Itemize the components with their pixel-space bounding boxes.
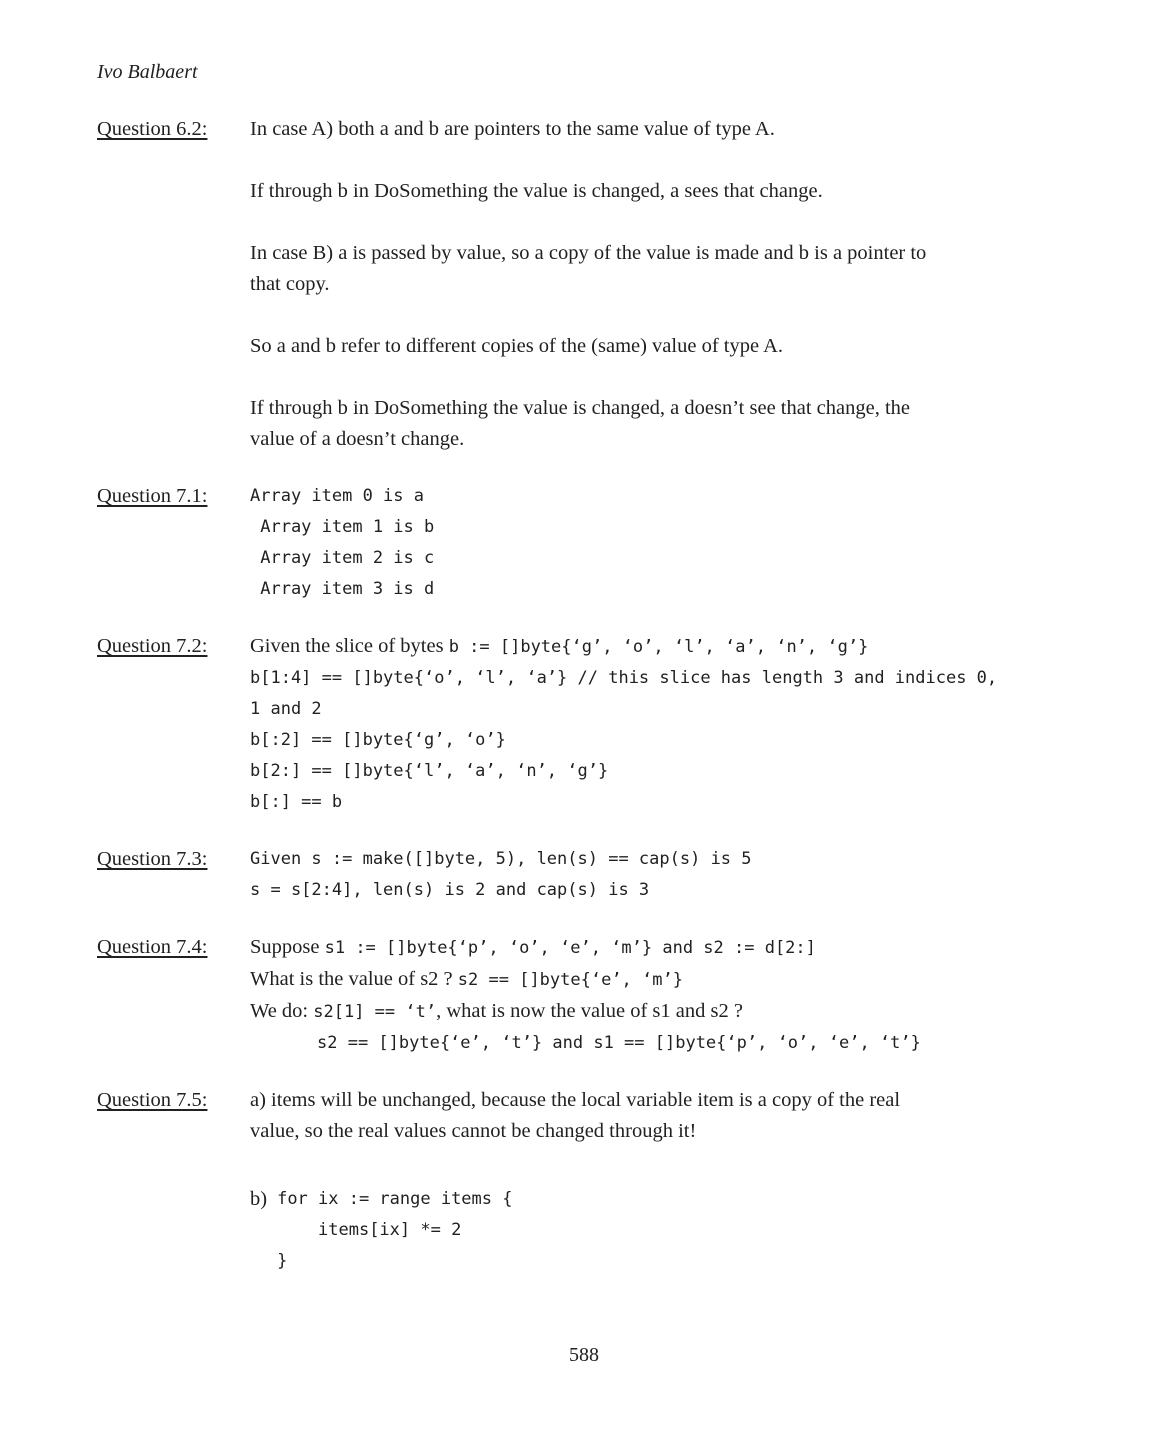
code-line: Array item 2 is c [250, 548, 435, 568]
inline-code: s2 == []byte{‘e’, ‘m’} [457, 970, 683, 990]
inline-code: b := []byte{‘g’, ‘o’, ‘l’, ‘a’, ‘n’, ‘g’} [448, 637, 869, 657]
question-block-7-5 [97, 1085, 1138, 1277]
code-line: b[1:4] == []byte{‘o’, ‘l’, ‘a’} // this slice has length 3 and indices 0, [250, 668, 998, 688]
question-7-1-label: Question 7.1: [97, 485, 208, 507]
code-line: Given s := make([]byte, 5), len(s) == cap(s) is 5 [250, 849, 752, 869]
question-7-5-label: Question 7.5: [97, 1089, 208, 1111]
inline-code: s1 := []byte{‘p’, ‘o’, ‘e’, ‘m’} and s2 := d[2:] [324, 938, 816, 958]
author-running-header: Ivo Balbaert [97, 61, 198, 83]
code-line: s = s[2:4], len(s) is 2 and cap(s) is 3 [250, 880, 650, 900]
code-line: for ix := range items { [277, 1189, 513, 1209]
code-line: 1 and 2 [250, 699, 322, 719]
answer-text: Given the slice of bytes [250, 635, 449, 657]
answer-part-b [250, 1184, 1138, 1277]
code-line: items[ix] *= 2 [277, 1220, 462, 1240]
part-b-label: b) [250, 1188, 268, 1210]
question-7-2-answer [250, 631, 1138, 818]
answer-line: If through b in DoSomething the value is changed, a doesn’t see that change, the [250, 397, 911, 419]
question-block-6-2 [97, 114, 1138, 455]
question-7-4-answer [250, 932, 1138, 1059]
code-line: } [277, 1251, 288, 1271]
question-block-7-4 [97, 932, 1138, 1059]
answer-text: Suppose [250, 936, 325, 958]
question-block-7-2 [97, 631, 1138, 818]
question-block-7-3 [97, 844, 1138, 906]
answer-line [250, 964, 1138, 996]
answer-line: that copy. [250, 273, 330, 295]
code-line: Array item 0 is a [250, 486, 424, 506]
question-7-3-label: Question 7.3: [97, 848, 208, 870]
question-7-4-label: Question 7.4: [97, 936, 208, 958]
answer-line: a) items will be unchanged, because the local variable item is a copy of the real [250, 1089, 901, 1111]
question-7-5-answer [250, 1085, 1138, 1277]
code-line: Array item 3 is d [250, 579, 435, 599]
code-line: Array item 1 is b [250, 517, 435, 537]
code-block [277, 1184, 512, 1277]
answer-line [250, 932, 1138, 964]
answer-line: If through b in DoSomething the value is changed, a sees that change. [250, 180, 823, 202]
answer-text: We do: [250, 1000, 314, 1022]
answer-line [250, 631, 1138, 663]
answer-line: value of a doesn’t change. [250, 428, 465, 450]
code-line: b[:2] == []byte{‘g’, ‘o’} [250, 730, 506, 750]
answer-line: value, so the real values cannot be changed through it! [250, 1120, 697, 1142]
question-7-3-answer [250, 844, 1138, 906]
code-line: b[2:] == []byte{‘l’, ‘a’, ‘n’, ‘g’} [250, 761, 609, 781]
question-7-2-label: Question 7.2: [97, 635, 208, 657]
answer-text: What is the value of s2 ? [250, 968, 458, 990]
answer-line: In case B) a is passed by value, so a copy of the value is made and b is a pointer to [250, 242, 927, 264]
inline-code: s2[1] == ‘t’ [313, 1002, 437, 1022]
page-number: 588 [569, 1344, 599, 1366]
answer-line: So a and b refer to different copies of the (same) value of type A. [250, 335, 783, 357]
code-line: b[:] == b [250, 792, 343, 812]
answer-text: , what is now the value of s1 and s2 ? [436, 1000, 743, 1022]
question-6-2-label: Question 6.2: [97, 118, 208, 140]
code-line: s2 == []byte{‘e’, ‘t’} and s1 == []byte{‘p’, ‘o’, ‘e’, ‘t’} [317, 1033, 921, 1053]
answer-line [250, 996, 1138, 1028]
question-block-7-1 [97, 481, 1138, 605]
answer-line: In case A) both a and b are pointers to the same value of type A. [250, 118, 775, 140]
question-7-1-answer [250, 481, 1138, 605]
question-6-2-answer [250, 114, 1138, 455]
